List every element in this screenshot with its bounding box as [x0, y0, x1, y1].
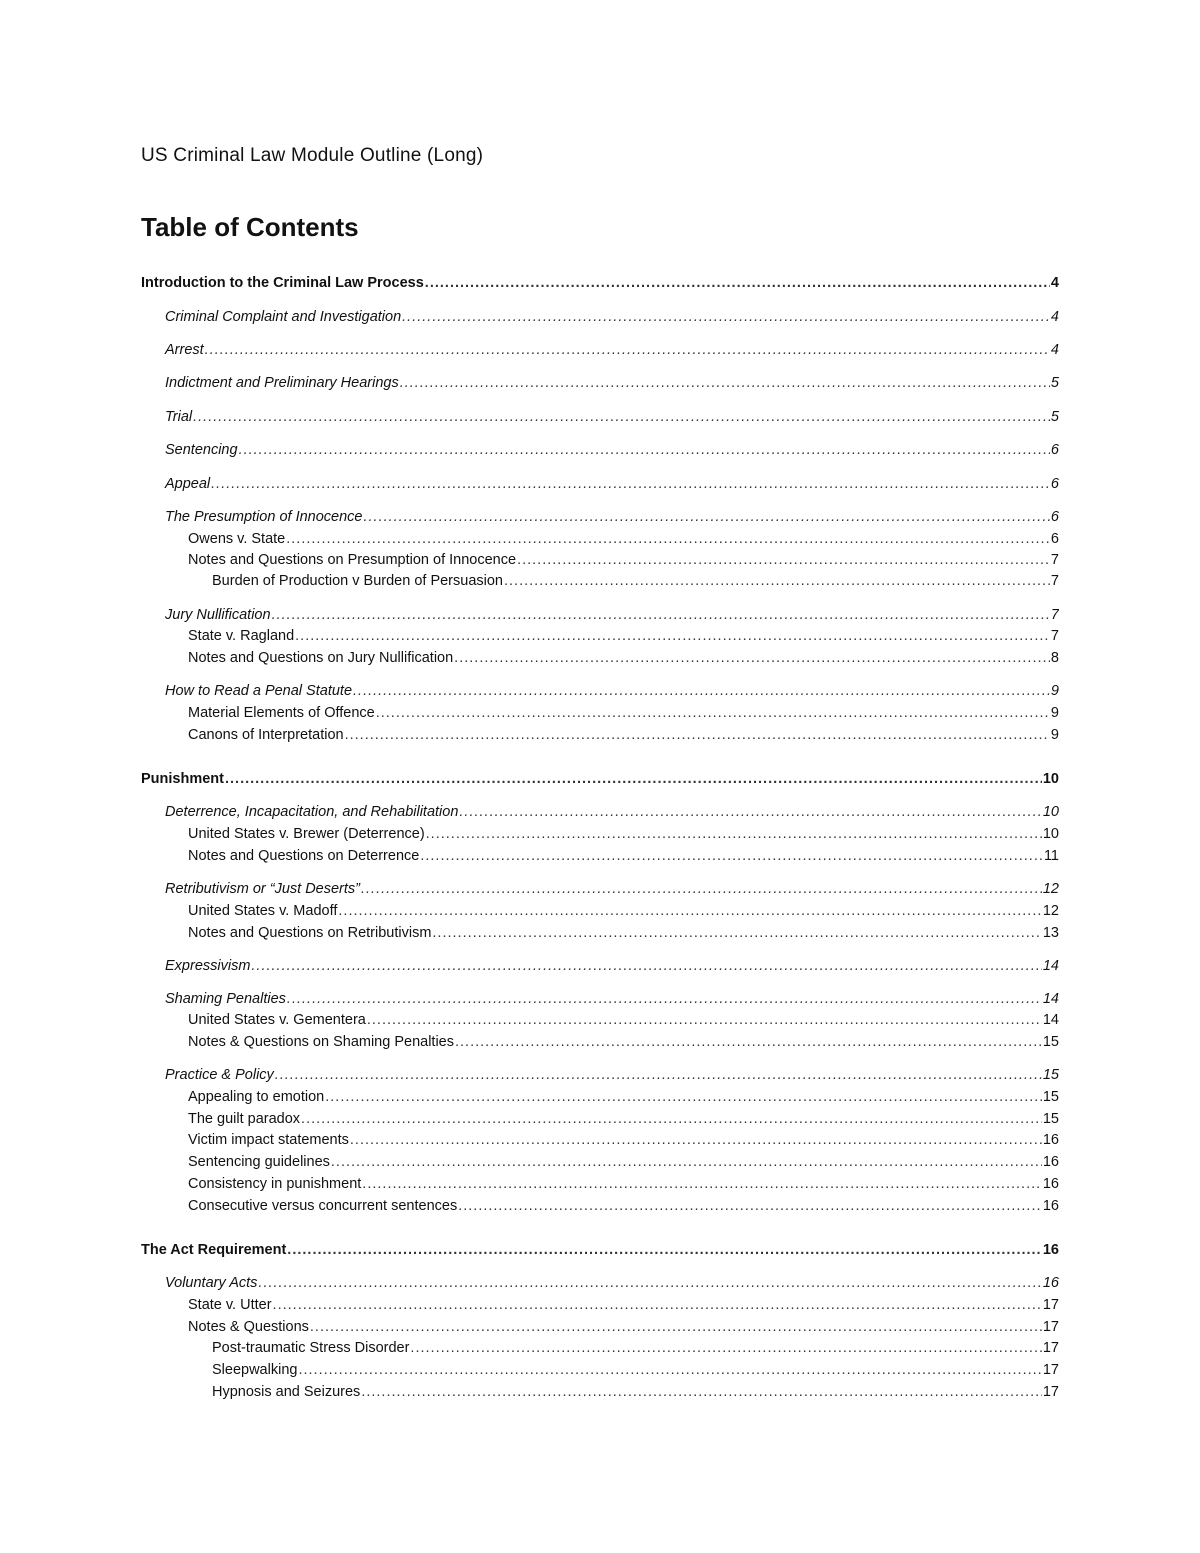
toc-entry[interactable]: [141, 1314, 1059, 1336]
toc-entry[interactable]: [141, 304, 1059, 326]
dot-leader: [455, 1033, 1042, 1051]
toc-entry[interactable]: [141, 766, 1059, 788]
toc-entry-page: 6: [1050, 509, 1059, 525]
dot-leader: [287, 990, 1042, 1008]
dot-leader: [454, 649, 1050, 667]
toc-entry-page: 12: [1042, 881, 1059, 897]
toc-entry-title: United States v. Gementera: [188, 1012, 366, 1028]
toc-entry-title: Expressivism: [165, 958, 251, 974]
toc-entry[interactable]: [141, 821, 1059, 843]
toc-entry-title: Arrest: [165, 342, 204, 358]
toc-entry-title: The guilt paradox: [188, 1111, 301, 1127]
toc-entry-page: 11: [1043, 848, 1059, 864]
toc-entry-title: Victim impact statements: [188, 1132, 349, 1148]
toc-entry-page: 17: [1042, 1297, 1059, 1313]
toc-entry-page: 7: [1050, 607, 1059, 623]
toc-entry-page: 12: [1042, 903, 1059, 919]
toc-entry[interactable]: [141, 1007, 1059, 1029]
toc-entry-title: Retributivism or “Just Deserts”: [165, 881, 360, 897]
toc-entry-page: 17: [1042, 1319, 1059, 1335]
toc-entry-page: 6: [1050, 531, 1059, 547]
toc-entry-title: Sleepwalking: [212, 1362, 298, 1378]
toc-entry[interactable]: [141, 1029, 1059, 1051]
toc-entry-page: 7: [1050, 552, 1059, 568]
toc-entry-page: 9: [1050, 727, 1059, 743]
dot-leader: [275, 1066, 1042, 1084]
dot-leader: [353, 682, 1050, 700]
toc-entry-title: State v. Ragland: [188, 628, 295, 644]
dot-leader: [363, 508, 1049, 526]
toc-entry-title: Owens v. State: [188, 531, 286, 547]
toc-entry-title: Notes & Questions: [188, 1319, 309, 1335]
toc-entry-page: 4: [1050, 275, 1059, 291]
toc-entry[interactable]: [141, 876, 1059, 898]
dot-leader: [458, 1197, 1042, 1215]
toc-entry[interactable]: [141, 953, 1059, 975]
dot-leader: [361, 1383, 1042, 1401]
toc-entry-title: Sentencing guidelines: [188, 1154, 330, 1170]
toc-entry-page: 15: [1042, 1034, 1059, 1050]
toc-entry[interactable]: [141, 1193, 1059, 1215]
toc-entry-page: 4: [1050, 342, 1059, 358]
dot-leader: [331, 1153, 1042, 1171]
toc-entry-title: Notes and Questions on Jury Nullification: [188, 650, 454, 666]
toc-entry[interactable]: [141, 1084, 1059, 1106]
toc-entry-title: Hypnosis and Seizures: [212, 1384, 361, 1400]
document-page: [141, 0, 1059, 1553]
toc-entry-title: United States v. Madoff: [188, 903, 338, 919]
toc-entry[interactable]: [141, 547, 1059, 569]
toc-entry-page: 5: [1050, 375, 1059, 391]
toc-entry[interactable]: [141, 1127, 1059, 1149]
toc-entry-title: Notes and Questions on Presumption of Innocence: [188, 552, 517, 568]
toc-entry-page: 16: [1042, 1176, 1059, 1192]
dot-leader: [410, 1339, 1041, 1357]
toc-entry-page: 6: [1050, 442, 1059, 458]
toc-entry-page: 9: [1050, 705, 1059, 721]
dot-leader: [295, 627, 1050, 645]
toc-entry-title: Introduction to the Criminal Law Process: [141, 275, 424, 291]
dot-leader: [425, 274, 1050, 292]
toc-entry-page: 16: [1042, 1198, 1059, 1214]
dot-leader: [239, 441, 1050, 459]
toc-entry[interactable]: [141, 1106, 1059, 1128]
toc-entry-page: 10: [1042, 804, 1059, 820]
dot-leader: [504, 572, 1050, 590]
toc-entry-page: 16: [1042, 1242, 1059, 1258]
toc-entry[interactable]: [141, 568, 1059, 590]
toc-entry-title: State v. Utter: [188, 1297, 272, 1313]
dot-leader: [400, 374, 1050, 392]
toc-entry[interactable]: [141, 602, 1059, 624]
toc-entry-page: 16: [1042, 1132, 1059, 1148]
toc-entry-page: 17: [1042, 1340, 1059, 1356]
dot-leader: [273, 1296, 1042, 1314]
toc-entry-title: Appealing to emotion: [188, 1089, 325, 1105]
toc-entry-page: 10: [1042, 826, 1059, 842]
dot-leader: [258, 1274, 1041, 1292]
toc-entry[interactable]: [141, 898, 1059, 920]
toc-entry-title: Material Elements of Offence: [188, 705, 375, 721]
toc-entry-title: Jury Nullification: [165, 607, 271, 623]
toc-entry-title: Practice & Policy: [165, 1067, 274, 1083]
toc-entry-title: Post-traumatic Stress Disorder: [212, 1340, 410, 1356]
toc-entry-page: 8: [1050, 650, 1059, 666]
dot-leader: [286, 530, 1050, 548]
dot-leader: [205, 341, 1050, 359]
toc-entry-title: Shaming Penalties: [165, 991, 286, 1007]
toc-entry[interactable]: [141, 337, 1059, 359]
document-title: US Criminal Law Module Outline (Long): [141, 145, 484, 166]
dot-leader: [361, 880, 1042, 898]
toc-entry-title: Deterrence, Incapacitation, and Rehabilitation: [165, 804, 459, 820]
toc-entry-page: 14: [1042, 1012, 1059, 1028]
toc-entry-page: 15: [1042, 1089, 1059, 1105]
dot-leader: [310, 1318, 1042, 1336]
toc-entry[interactable]: [141, 504, 1059, 526]
toc-entry[interactable]: [141, 1379, 1059, 1401]
toc-entry[interactable]: [141, 799, 1059, 821]
toc-entry[interactable]: [141, 526, 1059, 548]
toc-entry-title: Consistency in punishment: [188, 1176, 362, 1192]
toc-entry[interactable]: [141, 270, 1059, 292]
toc-entry[interactable]: [141, 678, 1059, 700]
toc-entry-title: Notes and Questions on Deterrence: [188, 848, 420, 864]
dot-leader: [350, 1131, 1042, 1149]
dot-leader: [432, 924, 1041, 942]
toc-entry[interactable]: [141, 722, 1059, 744]
toc-entry-page: 17: [1042, 1384, 1059, 1400]
dot-leader: [402, 308, 1050, 326]
toc-entry-title: Sentencing: [165, 442, 238, 458]
dot-leader: [251, 957, 1041, 975]
toc-entry-title: The Act Requirement: [141, 1242, 287, 1258]
toc-entry[interactable]: [141, 1270, 1059, 1292]
toc-heading: Table of Contents: [141, 212, 359, 242]
toc-entry[interactable]: [141, 843, 1059, 865]
toc-entry[interactable]: [141, 1357, 1059, 1379]
dot-leader: [345, 726, 1050, 744]
toc-entry-page: 16: [1042, 1275, 1059, 1291]
dot-leader: [426, 825, 1042, 843]
toc-entry-title: Canons of Interpretation: [188, 727, 344, 743]
toc-entry[interactable]: [141, 1062, 1059, 1084]
dot-leader: [193, 408, 1050, 426]
dot-leader: [301, 1110, 1042, 1128]
toc-entry[interactable]: [141, 986, 1059, 1008]
toc-entry[interactable]: [141, 471, 1059, 493]
toc-entry[interactable]: [141, 645, 1059, 667]
toc-entry-page: 9: [1050, 683, 1059, 699]
toc-entry-title: Notes & Questions on Shaming Penalties: [188, 1034, 454, 1050]
toc-entry-title: Punishment: [141, 771, 224, 787]
toc-entry-title: Notes and Questions on Retributivism: [188, 925, 432, 941]
dot-leader: [298, 1361, 1041, 1379]
toc-entry-title: Trial: [165, 409, 193, 425]
toc-entry-title: Indictment and Preliminary Hearings: [165, 375, 399, 391]
toc-entry-title: Criminal Complaint and Investigation: [165, 309, 402, 325]
dot-leader: [517, 551, 1050, 569]
toc-entry-title: Burden of Production v Burden of Persuasion: [212, 573, 503, 589]
toc-entry-title: Appeal: [165, 476, 211, 492]
toc-entry[interactable]: [141, 370, 1059, 392]
toc-entry[interactable]: [141, 404, 1059, 426]
toc-entry[interactable]: [141, 1292, 1059, 1314]
toc-entry[interactable]: [141, 1171, 1059, 1193]
toc-entry[interactable]: [141, 1149, 1059, 1171]
toc-entry[interactable]: [141, 437, 1059, 459]
toc-entry-page: 13: [1042, 925, 1059, 941]
dot-leader: [420, 847, 1043, 865]
toc-entry[interactable]: [141, 1335, 1059, 1357]
dot-leader: [376, 704, 1050, 722]
toc-entry-page: 6: [1050, 476, 1059, 492]
dot-leader: [367, 1011, 1042, 1029]
toc-entry-page: 4: [1050, 309, 1059, 325]
toc-entry[interactable]: [141, 920, 1059, 942]
toc-entry-title: How to Read a Penal Statute: [165, 683, 353, 699]
toc-entry-title: The Presumption of Innocence: [165, 509, 363, 525]
dot-leader: [287, 1241, 1042, 1259]
toc-entry-page: 14: [1042, 991, 1059, 1007]
dot-leader: [225, 770, 1042, 788]
dot-leader: [325, 1088, 1042, 1106]
toc-entry-page: 15: [1042, 1111, 1059, 1127]
toc-entry-title: Voluntary Acts: [165, 1275, 258, 1291]
toc-entry-page: 17: [1042, 1362, 1059, 1378]
dot-leader: [338, 902, 1041, 920]
dot-leader: [362, 1175, 1042, 1193]
toc-entry-page: 16: [1042, 1154, 1059, 1170]
toc-entry-page: 14: [1042, 958, 1059, 974]
toc-entry[interactable]: [141, 623, 1059, 645]
dot-leader: [459, 803, 1041, 821]
toc-entry-page: 7: [1050, 573, 1059, 589]
toc-entry-page: 15: [1042, 1067, 1059, 1083]
toc-entry-title: Consecutive versus concurrent sentences: [188, 1198, 458, 1214]
toc-entry-page: 10: [1042, 771, 1059, 787]
dot-leader: [272, 606, 1050, 624]
toc-entry-page: 5: [1050, 409, 1059, 425]
toc-entry[interactable]: [141, 700, 1059, 722]
toc-entry[interactable]: [141, 1237, 1059, 1259]
dot-leader: [211, 475, 1050, 493]
toc-entry-page: 7: [1050, 628, 1059, 644]
toc-entry-title: United States v. Brewer (Deterrence): [188, 826, 425, 842]
